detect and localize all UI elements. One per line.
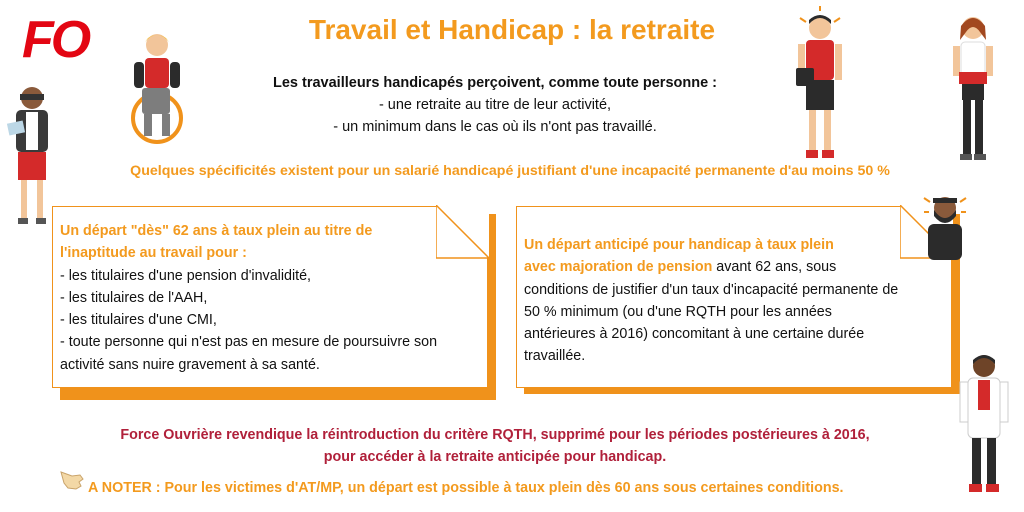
left-card <box>52 206 498 402</box>
right-card-line: conditions de justifier d'un taux d'incapacité permanente de <box>524 281 899 298</box>
fo-logo: FO <box>22 11 89 69</box>
man-with-bag-figure <box>792 6 848 164</box>
right-card-heading-2: avec majoration de pension <box>524 259 713 276</box>
demand-line-2: pour accéder à la retraite anticipée pour handicap. <box>323 449 667 465</box>
right-card-heading-1: Un départ anticipé pour handicap à taux plein <box>524 237 834 253</box>
right-card-line-2-rest: avant 62 ans, sous <box>712 259 837 276</box>
left-card-item: - toute personne qui n'est pas en mesure de poursuivre son <box>60 334 438 351</box>
right-card-text <box>524 234 954 368</box>
right-card-line-2 <box>524 256 954 278</box>
intro-line-2: - un minimum dans le cas où ils n'ont pas travaillé. <box>333 119 657 135</box>
intro-block <box>240 72 750 138</box>
left-card-item: - les titulaires de l'AAH, <box>60 289 208 306</box>
left-card-heading-1: Un départ "dès" 62 ans à taux plein au titre de <box>60 223 373 239</box>
left-card-item: activité sans nuire gravement à sa santé. <box>60 356 320 373</box>
doctor-figure <box>956 352 1012 496</box>
subtitle: Quelques spécificités existent pour un salarié handicapé justifiant d'une incapacité permanente d'au moins 50 % <box>130 163 890 179</box>
left-card-item: - les titulaires d'une CMI, <box>60 312 217 329</box>
woman-with-tablet-figure <box>6 84 58 230</box>
note: A NOTER : Pour les victimes d'AT/MP, un départ est possible à taux plein dès 60 ans sous certaines conditions. <box>88 480 844 496</box>
right-card-line: antérieures à 2016) concomitant à une certaine durée <box>524 326 865 343</box>
left-card-text <box>60 220 490 376</box>
left-card-heading-2: l'inaptitude au travail pour : <box>60 245 247 262</box>
woman-in-red-figure <box>950 12 996 164</box>
fo-demand <box>40 424 950 468</box>
intro-lead: Les travailleurs handicapés perçoivent, comme toute personne : <box>273 75 717 91</box>
left-card-item: - les titulaires d'une pension d'invalidité, <box>60 267 312 284</box>
right-card-line: travaillée. <box>524 348 586 365</box>
right-card-line: 50 % minimum (ou d'une RQTH pour les années <box>524 303 832 320</box>
intro-line-1: - une retraite au titre de leur activité, <box>378 97 612 113</box>
bearded-man-figure <box>920 190 970 260</box>
wheelchair-user-figure <box>126 30 188 148</box>
demand-line-1: Force Ouvrière revendique la réintroduction du critère RQTH, supprimé pour les périodes postérieures à 2016, <box>120 427 870 443</box>
pointing-hand-icon <box>58 466 86 494</box>
right-card <box>516 206 962 396</box>
page-title: Travail et Handicap : la retraite <box>308 14 716 45</box>
